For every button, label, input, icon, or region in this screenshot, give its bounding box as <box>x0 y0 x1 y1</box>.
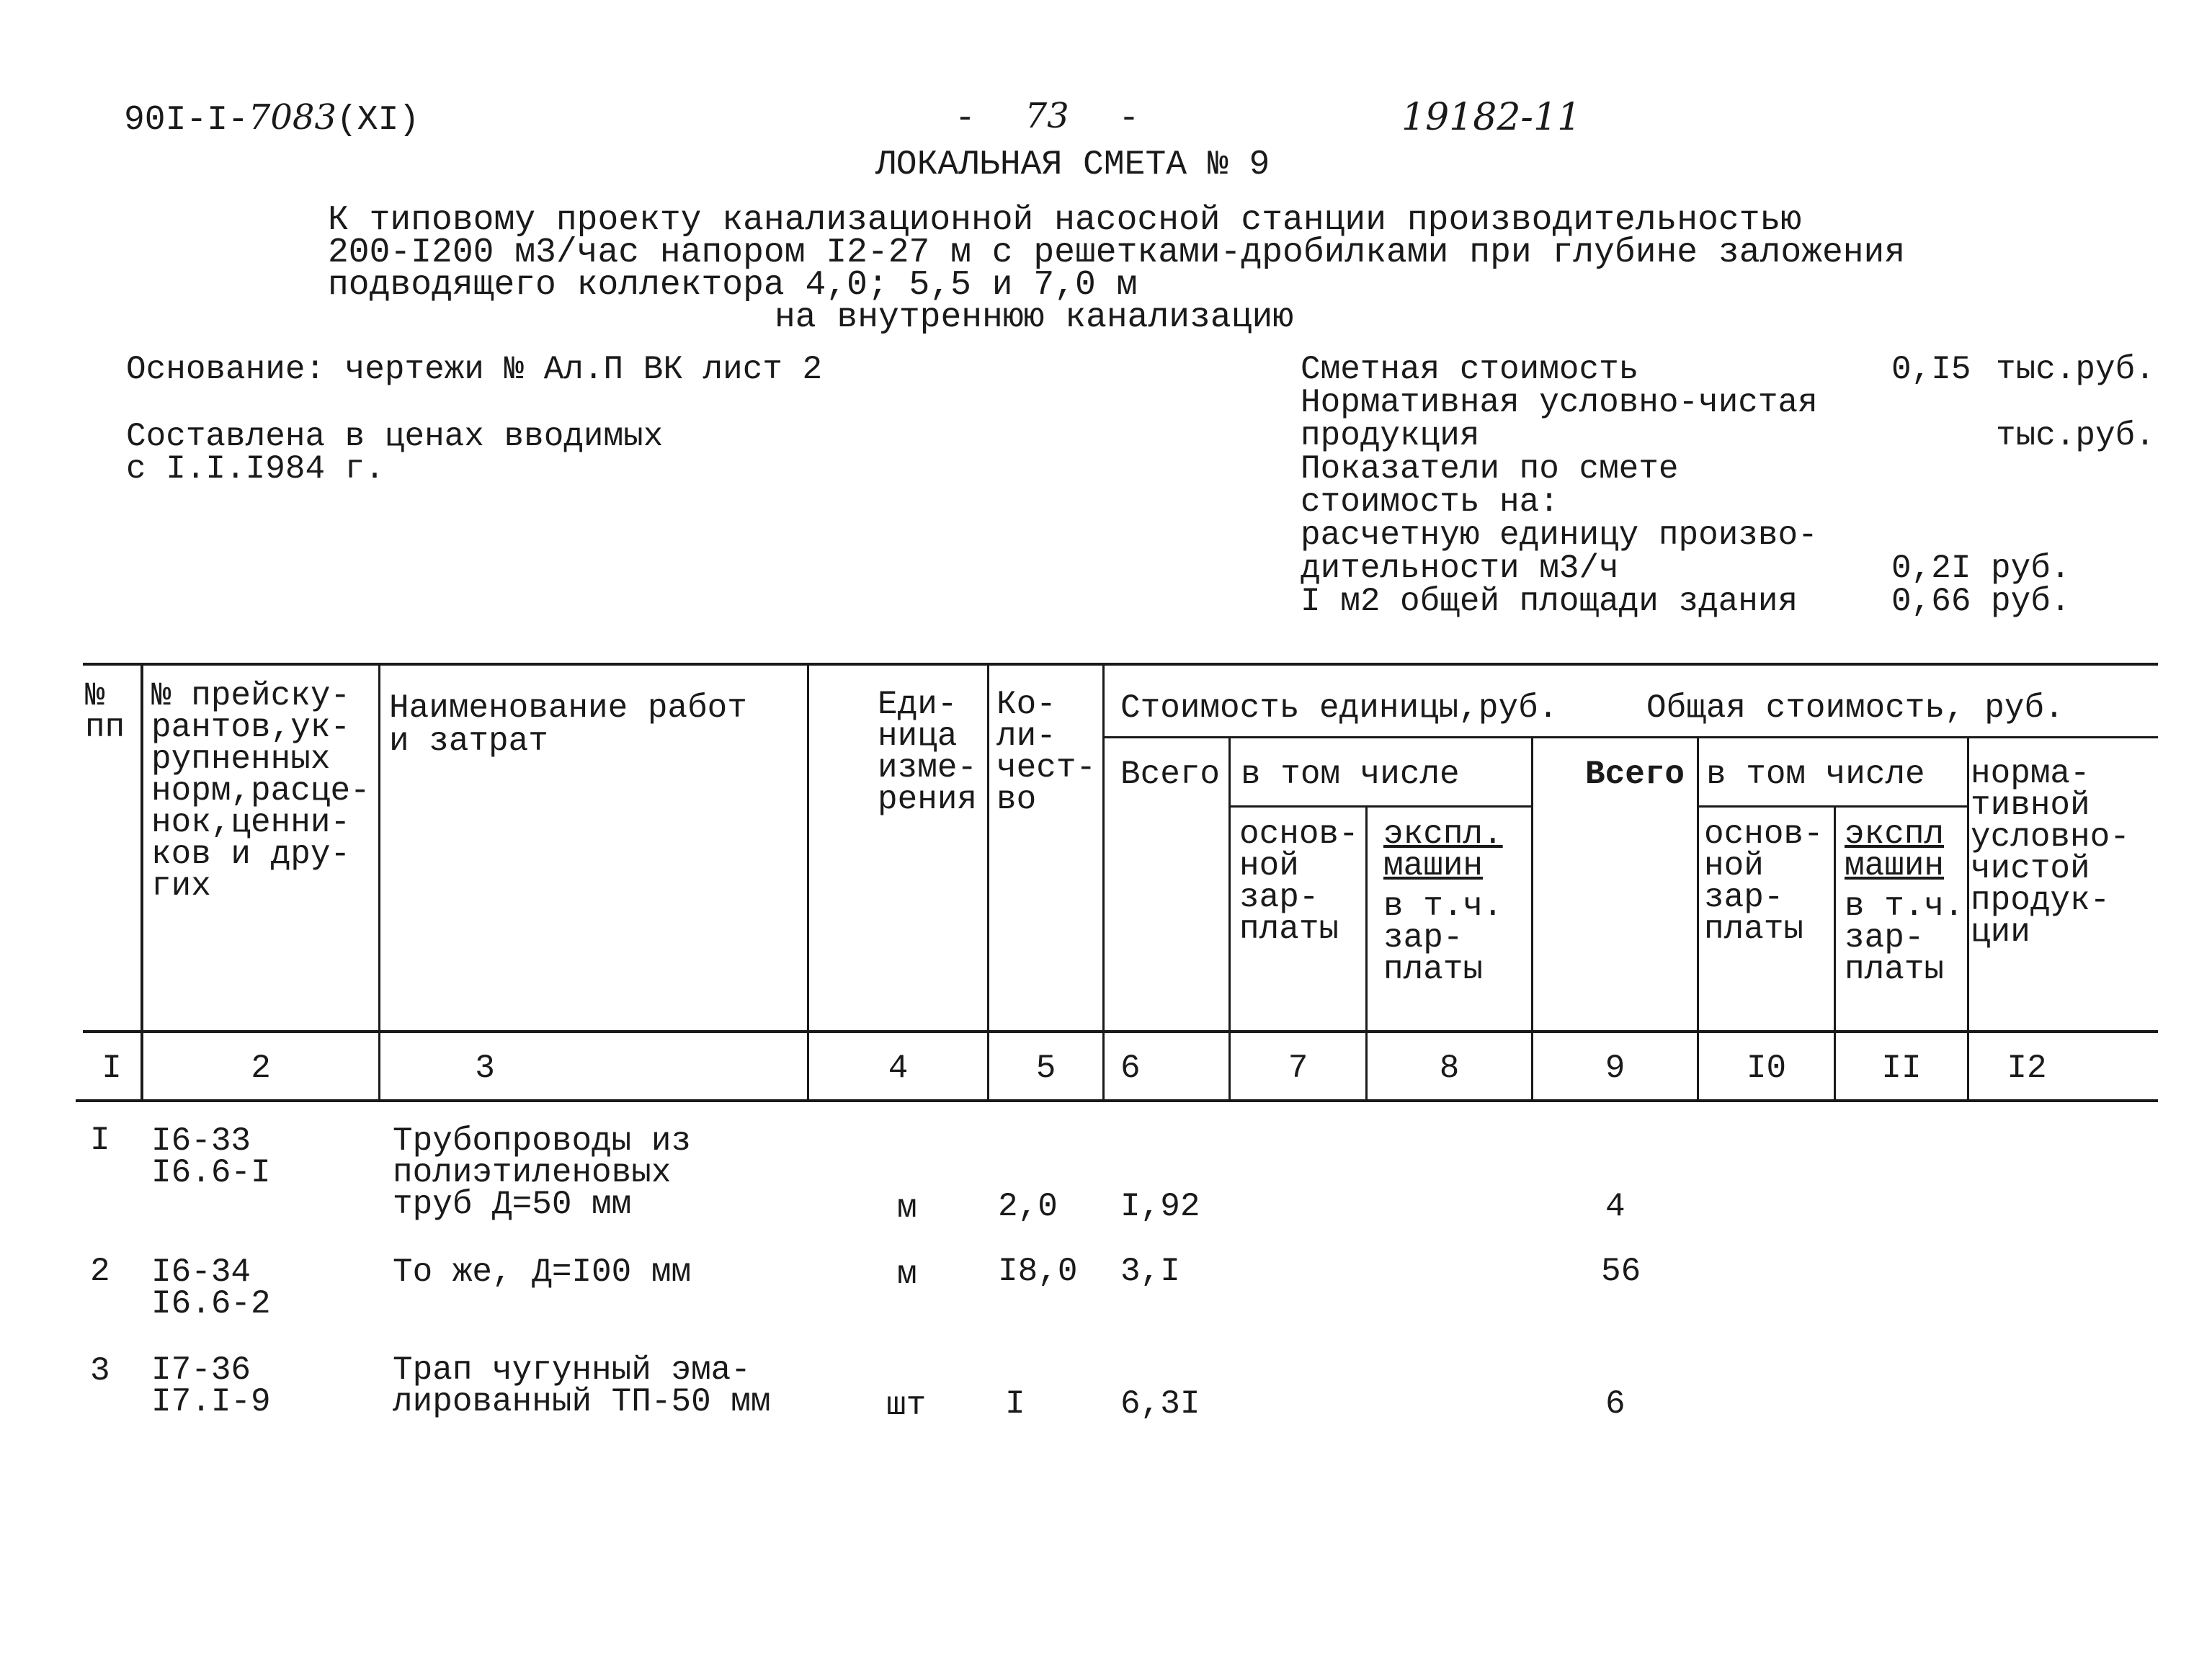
page-number <box>955 96 1140 138</box>
header-unit-base-wages: основ- ной зар- платы <box>1239 815 1359 948</box>
column-number: I2 <box>2007 1050 2047 1087</box>
header-bottom-border <box>83 1030 2158 1033</box>
subgroup-divider-line-right <box>1697 805 1967 808</box>
document-code-suffix: (XI) <box>336 101 420 140</box>
row-name: То же, Д=I00 мм <box>393 1253 692 1291</box>
header-col-5: Ко- ли- чест- во <box>996 686 1097 818</box>
subtitle-line-1: К типовому проекту канализационной насосной станции производительностью <box>328 201 1802 240</box>
header-unit-machines: экспл. машин <box>1383 815 1503 885</box>
header-col-1: № пп <box>85 677 125 746</box>
header-col-3: Наименование работ и затрат <box>389 689 747 760</box>
column-number: I0 <box>1746 1050 1787 1087</box>
header-normative: норма- тивной условно- чистой продук- ции <box>1971 755 2130 951</box>
column-number: 5 <box>1035 1050 1056 1087</box>
column-number: 7 <box>1288 1050 1308 1087</box>
column-number: I <box>102 1050 122 1087</box>
subtitle-line-2: 200-I200 м3/час напором I2-27 м с решетками-дробилками при глубине заложения <box>328 233 1906 272</box>
row-unit-cost: 3,I <box>1120 1253 1180 1290</box>
prices-line-2: с I.I.I984 г. <box>126 450 385 488</box>
row-codes: I7-36 I7.I-9 <box>151 1351 271 1421</box>
estimated-cost-unit: тыс.руб. <box>1996 351 2155 388</box>
indicators-label-2: стоимость на: <box>1301 483 1559 521</box>
header-total-incl-wages: в т.ч. зар- платы <box>1845 887 1964 988</box>
document-code-handwritten: 7083 <box>248 97 336 138</box>
subtitle-line-3: подводящего коллектора 4,0; 5,5 и 7,0 м <box>328 266 1138 305</box>
col-divider-4 <box>987 663 989 1102</box>
col-divider-6 <box>1228 736 1231 1102</box>
header-total-including: в том числе <box>1706 756 1925 793</box>
row-total-cost: 56 <box>1601 1253 1641 1290</box>
row-total-cost: 4 <box>1605 1188 1625 1225</box>
header-unit-total: Всего <box>1120 756 1221 793</box>
row-number: I <box>90 1122 110 1159</box>
archive-number: 19182-11 <box>1401 96 1582 139</box>
per-unit-label-1: расчетную единицу произво- <box>1301 517 1818 554</box>
col-divider-9 <box>1697 736 1699 1102</box>
row-codes: I6-33 I6.6-I <box>151 1122 271 1191</box>
subtitle-line-4: на внутреннюю канализацию <box>775 298 1294 337</box>
row-unit: шт <box>886 1387 927 1424</box>
row-name: Трап чугунный эма- лированный ТП-50 мм <box>393 1351 771 1421</box>
header-unit-cost-group: Стоимость единицы,руб. <box>1120 689 1558 727</box>
row-quantity: I8,0 <box>998 1253 1078 1290</box>
page-number-dash-right: - <box>1118 99 1140 138</box>
row-total-cost: 6 <box>1605 1385 1625 1423</box>
column-number: 8 <box>1439 1050 1460 1087</box>
page-title: ЛОКАЛЬНАЯ СМЕТА № 9 <box>875 146 1270 184</box>
page-number-dash-left: - <box>955 99 976 138</box>
normative-unit: тыс.руб. <box>1996 417 2155 455</box>
header-unit-incl-wages: в т.ч. зар- платы <box>1383 887 1503 988</box>
subgroup-divider-line-left <box>1228 805 1531 808</box>
header-total-cost-group: Общая стоимость, руб. <box>1646 689 2064 727</box>
column-number: 3 <box>475 1050 495 1087</box>
estimated-cost-value: 0,I5 <box>1891 351 1971 388</box>
col-divider-1 <box>141 663 143 1102</box>
header-total-base-wages: основ- ной зар- платы <box>1704 815 1824 948</box>
page-number-value: 73 <box>1025 96 1069 136</box>
per-unit-value: 0,2I руб. <box>1891 550 2071 587</box>
col-divider-2 <box>378 663 380 1102</box>
column-number: II <box>1881 1050 1922 1087</box>
per-m2-label: I м2 общей площади здания <box>1301 583 1798 620</box>
prices-line-1: Составлена в ценах вводимых <box>126 418 664 455</box>
column-numbers-bottom-border <box>76 1099 2158 1102</box>
estimated-cost-label: Сметная стоимость <box>1301 351 1639 388</box>
header-col-2: № прейску- рантов,ук- рупненных норм,расце- нок,ценни- ков и дру- гих <box>151 677 370 905</box>
col-divider-11 <box>1967 736 1969 1102</box>
column-number: 6 <box>1120 1050 1141 1087</box>
indicators-label-1: Показатели по смете <box>1301 450 1679 488</box>
header-total-machines: экспл машин <box>1845 815 1945 885</box>
document-code-prefix: 90I-I- <box>124 101 249 140</box>
column-number: 4 <box>888 1050 909 1087</box>
per-unit-label-2: дительности м3/ч <box>1301 550 1619 587</box>
column-number: 2 <box>251 1050 271 1087</box>
row-name: Трубопроводы из полиэтиленовых труб Д=50 мм <box>393 1122 692 1223</box>
col-divider-8 <box>1531 736 1533 1102</box>
row-unit: м <box>897 1189 917 1227</box>
row-number: 3 <box>90 1352 110 1390</box>
normative-label-2: продукция <box>1301 417 1480 455</box>
column-number: 9 <box>1605 1050 1625 1087</box>
row-unit: м <box>897 1256 917 1293</box>
basis-text: Основание: чертежи № Ал.П ВК лист 2 <box>126 351 823 388</box>
header-col-4: Еди- ница изме- рения <box>878 686 978 818</box>
row-number: 2 <box>90 1253 110 1290</box>
header-unit-including: в том числе <box>1241 756 1460 793</box>
col-divider-5 <box>1102 663 1105 1102</box>
normative-label-1: Нормативная условно-чистая <box>1301 384 1818 421</box>
per-m2-value: 0,66 руб. <box>1891 583 2071 620</box>
col-divider-3 <box>807 663 809 1102</box>
row-codes: I6-34 I6.6-2 <box>151 1253 271 1323</box>
row-quantity: I <box>1005 1385 1025 1423</box>
row-unit-cost: I,92 <box>1120 1188 1200 1225</box>
document-code <box>124 97 420 140</box>
group-divider-line <box>1102 736 2158 738</box>
row-quantity: 2,0 <box>998 1188 1058 1225</box>
table-top-border <box>83 663 2158 666</box>
row-unit-cost: 6,3I <box>1120 1385 1200 1423</box>
header-total-total: Всего <box>1585 756 1685 793</box>
